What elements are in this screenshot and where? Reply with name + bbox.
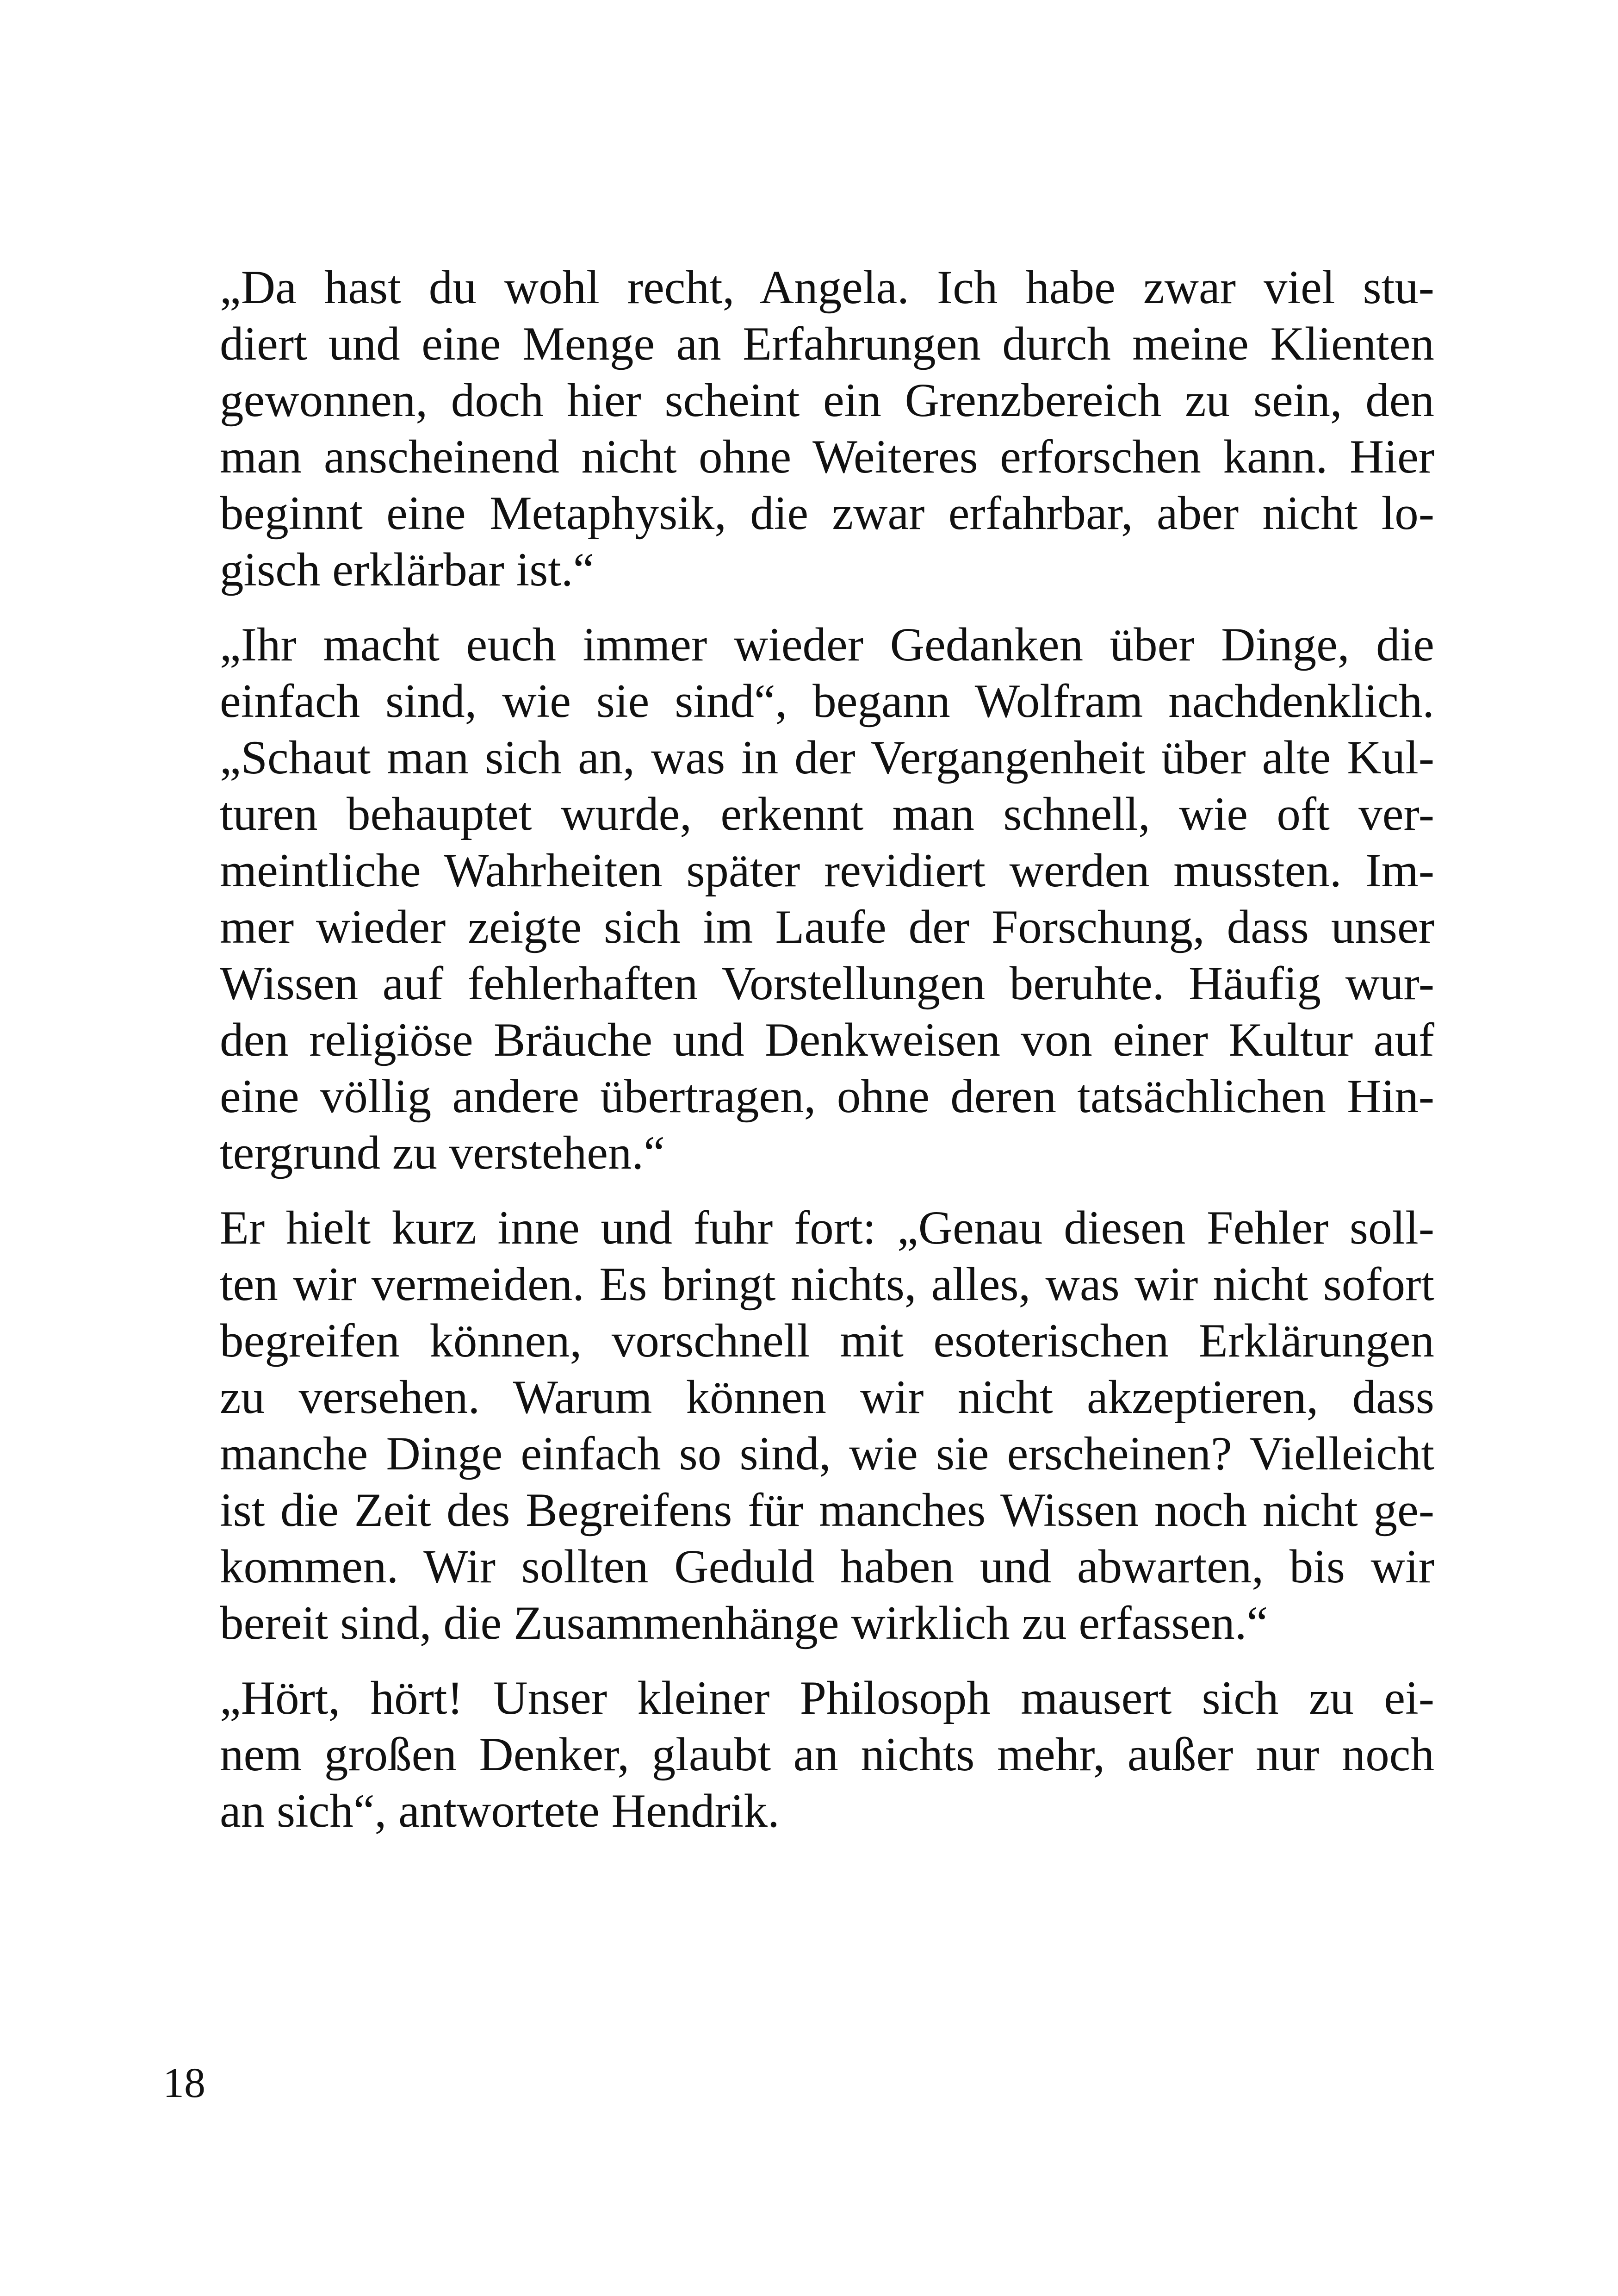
text-line: Wissen auf fehlerhaften Vorstellungen beruhte. Häufig wur-	[220, 957, 1434, 1010]
text-line: turen behauptet wurde, erkennt man schnell, wie oft ver-	[220, 788, 1434, 840]
text-line: manche Dinge einfach so sind, wie sie erscheinen? Vielleicht	[220, 1427, 1434, 1480]
text-line: zu versehen. Warum können wir nicht akzeptieren, dass	[220, 1371, 1434, 1424]
page-number: 18	[163, 2059, 205, 2106]
text-line: nem großen Denker, glaubt an nichts mehr, außer nur noch	[220, 1728, 1434, 1781]
text-line: begreifen können, vorschnell mit esoterischen Erklärungen	[220, 1314, 1434, 1367]
text-line: eine völlig andere übertragen, ohne deren tatsächlichen Hin-	[220, 1070, 1434, 1123]
text-line: man anscheinend nicht ohne Weiteres erforschen kann. Hier	[220, 430, 1434, 483]
text-line: gisch erklärbar ist.“	[220, 543, 595, 596]
text-line: an sich“, antwortete Hendrik.	[220, 1785, 780, 1837]
text-line: „Ihr macht euch immer wieder Gedanken über Dinge, die	[220, 618, 1434, 671]
text-line: einfach sind, wie sie sind“, begann Wolfram nachdenklich.	[220, 675, 1434, 728]
text-line: „Hört, hört! Unser kleiner Philosoph mausert sich zu ei-	[220, 1672, 1434, 1724]
text-line: diert und eine Menge an Erfahrungen durch meine Klienten	[220, 317, 1434, 370]
text-line: mer wieder zeigte sich im Laufe der Forschung, dass unser	[220, 901, 1434, 953]
text-line: ten wir vermeiden. Es bringt nichts, alles, was wir nicht sofort	[220, 1258, 1434, 1311]
text-line: meintliche Wahrheiten später revidiert werden mussten. Im-	[220, 844, 1434, 897]
text-line: bereit sind, die Zusammenhänge wirklich zu erfassen.“	[220, 1597, 1268, 1649]
body-text	[162, 259, 1434, 1858]
paragraph-3	[162, 1200, 1434, 1651]
text-line: ist die Zeit des Begreifens für manches Wissen noch nicht ge-	[220, 1484, 1434, 1537]
paragraph-1	[162, 259, 1434, 598]
paragraph-4	[162, 1670, 1434, 1839]
text-line: gewonnen, doch hier scheint ein Grenzbereich zu sein, den	[220, 374, 1434, 427]
text-line: kommen. Wir sollten Geduld haben und abwarten, bis wir	[220, 1540, 1434, 1593]
text-line: „Da hast du wohl recht, Angela. Ich habe zwar viel stu-	[220, 261, 1434, 314]
text-line: Er hielt kurz inne und fuhr fort: „Genau diesen Fehler soll-	[220, 1201, 1434, 1254]
text-line: den religiöse Bräuche und Denkweisen von einer Kultur auf	[220, 1014, 1434, 1066]
text-line: „Schaut man sich an, was in der Vergangenheit über alte Kul-	[220, 731, 1434, 784]
text-line: tergrund zu verstehen.“	[220, 1126, 665, 1179]
paragraph-2	[162, 616, 1434, 1181]
text-line: beginnt eine Metaphysik, die zwar erfahrbar, aber nicht lo-	[220, 487, 1434, 540]
